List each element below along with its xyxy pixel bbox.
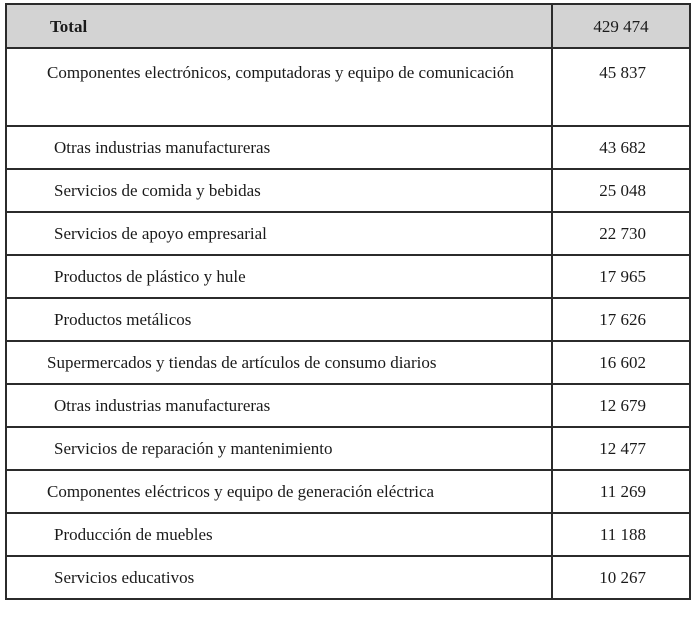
table-row <box>6 341 690 384</box>
table-row <box>6 384 690 427</box>
row-value: 43 682 <box>552 126 690 169</box>
row-label: Productos de plástico y hule <box>6 255 552 298</box>
row-value: 22 730 <box>552 212 690 255</box>
row-label: Otras industrias manufactureras <box>6 126 552 169</box>
row-value: 10 267 <box>552 556 690 599</box>
table-row <box>6 298 690 341</box>
row-label: Servicios de comida y bebidas <box>6 169 552 212</box>
table-row <box>6 470 690 513</box>
row-label: Productos metálicos <box>6 298 552 341</box>
table-row <box>6 427 690 470</box>
row-value: 45 837 <box>552 48 690 126</box>
row-label: Producción de muebles <box>6 513 552 556</box>
row-value: 12 679 <box>552 384 690 427</box>
row-value: 25 048 <box>552 169 690 212</box>
table-row <box>6 255 690 298</box>
row-value: 11 188 <box>552 513 690 556</box>
table-row <box>6 212 690 255</box>
row-value: 16 602 <box>552 341 690 384</box>
total-value: 429 474 <box>552 4 690 48</box>
row-label: Otras industrias manufactureras <box>6 384 552 427</box>
industry-table <box>5 3 691 600</box>
total-label: Total <box>6 4 552 48</box>
row-label: Componentes eléctricos y equipo de generación eléctrica <box>6 470 552 513</box>
row-label: Servicios educativos <box>6 556 552 599</box>
row-value: 17 965 <box>552 255 690 298</box>
table-row <box>6 513 690 556</box>
row-value: 11 269 <box>552 470 690 513</box>
table-row <box>6 556 690 599</box>
row-label: Componentes electrónicos, computadoras y equipo de comunicación <box>6 48 552 126</box>
table-row <box>6 48 690 126</box>
row-label: Servicios de reparación y mantenimiento <box>6 427 552 470</box>
table-row <box>6 126 690 169</box>
table-row <box>6 169 690 212</box>
row-value: 12 477 <box>552 427 690 470</box>
row-label: Servicios de apoyo empresarial <box>6 212 552 255</box>
row-value: 17 626 <box>552 298 690 341</box>
total-row <box>6 4 690 48</box>
row-label: Supermercados y tiendas de artículos de consumo diarios <box>6 341 552 384</box>
